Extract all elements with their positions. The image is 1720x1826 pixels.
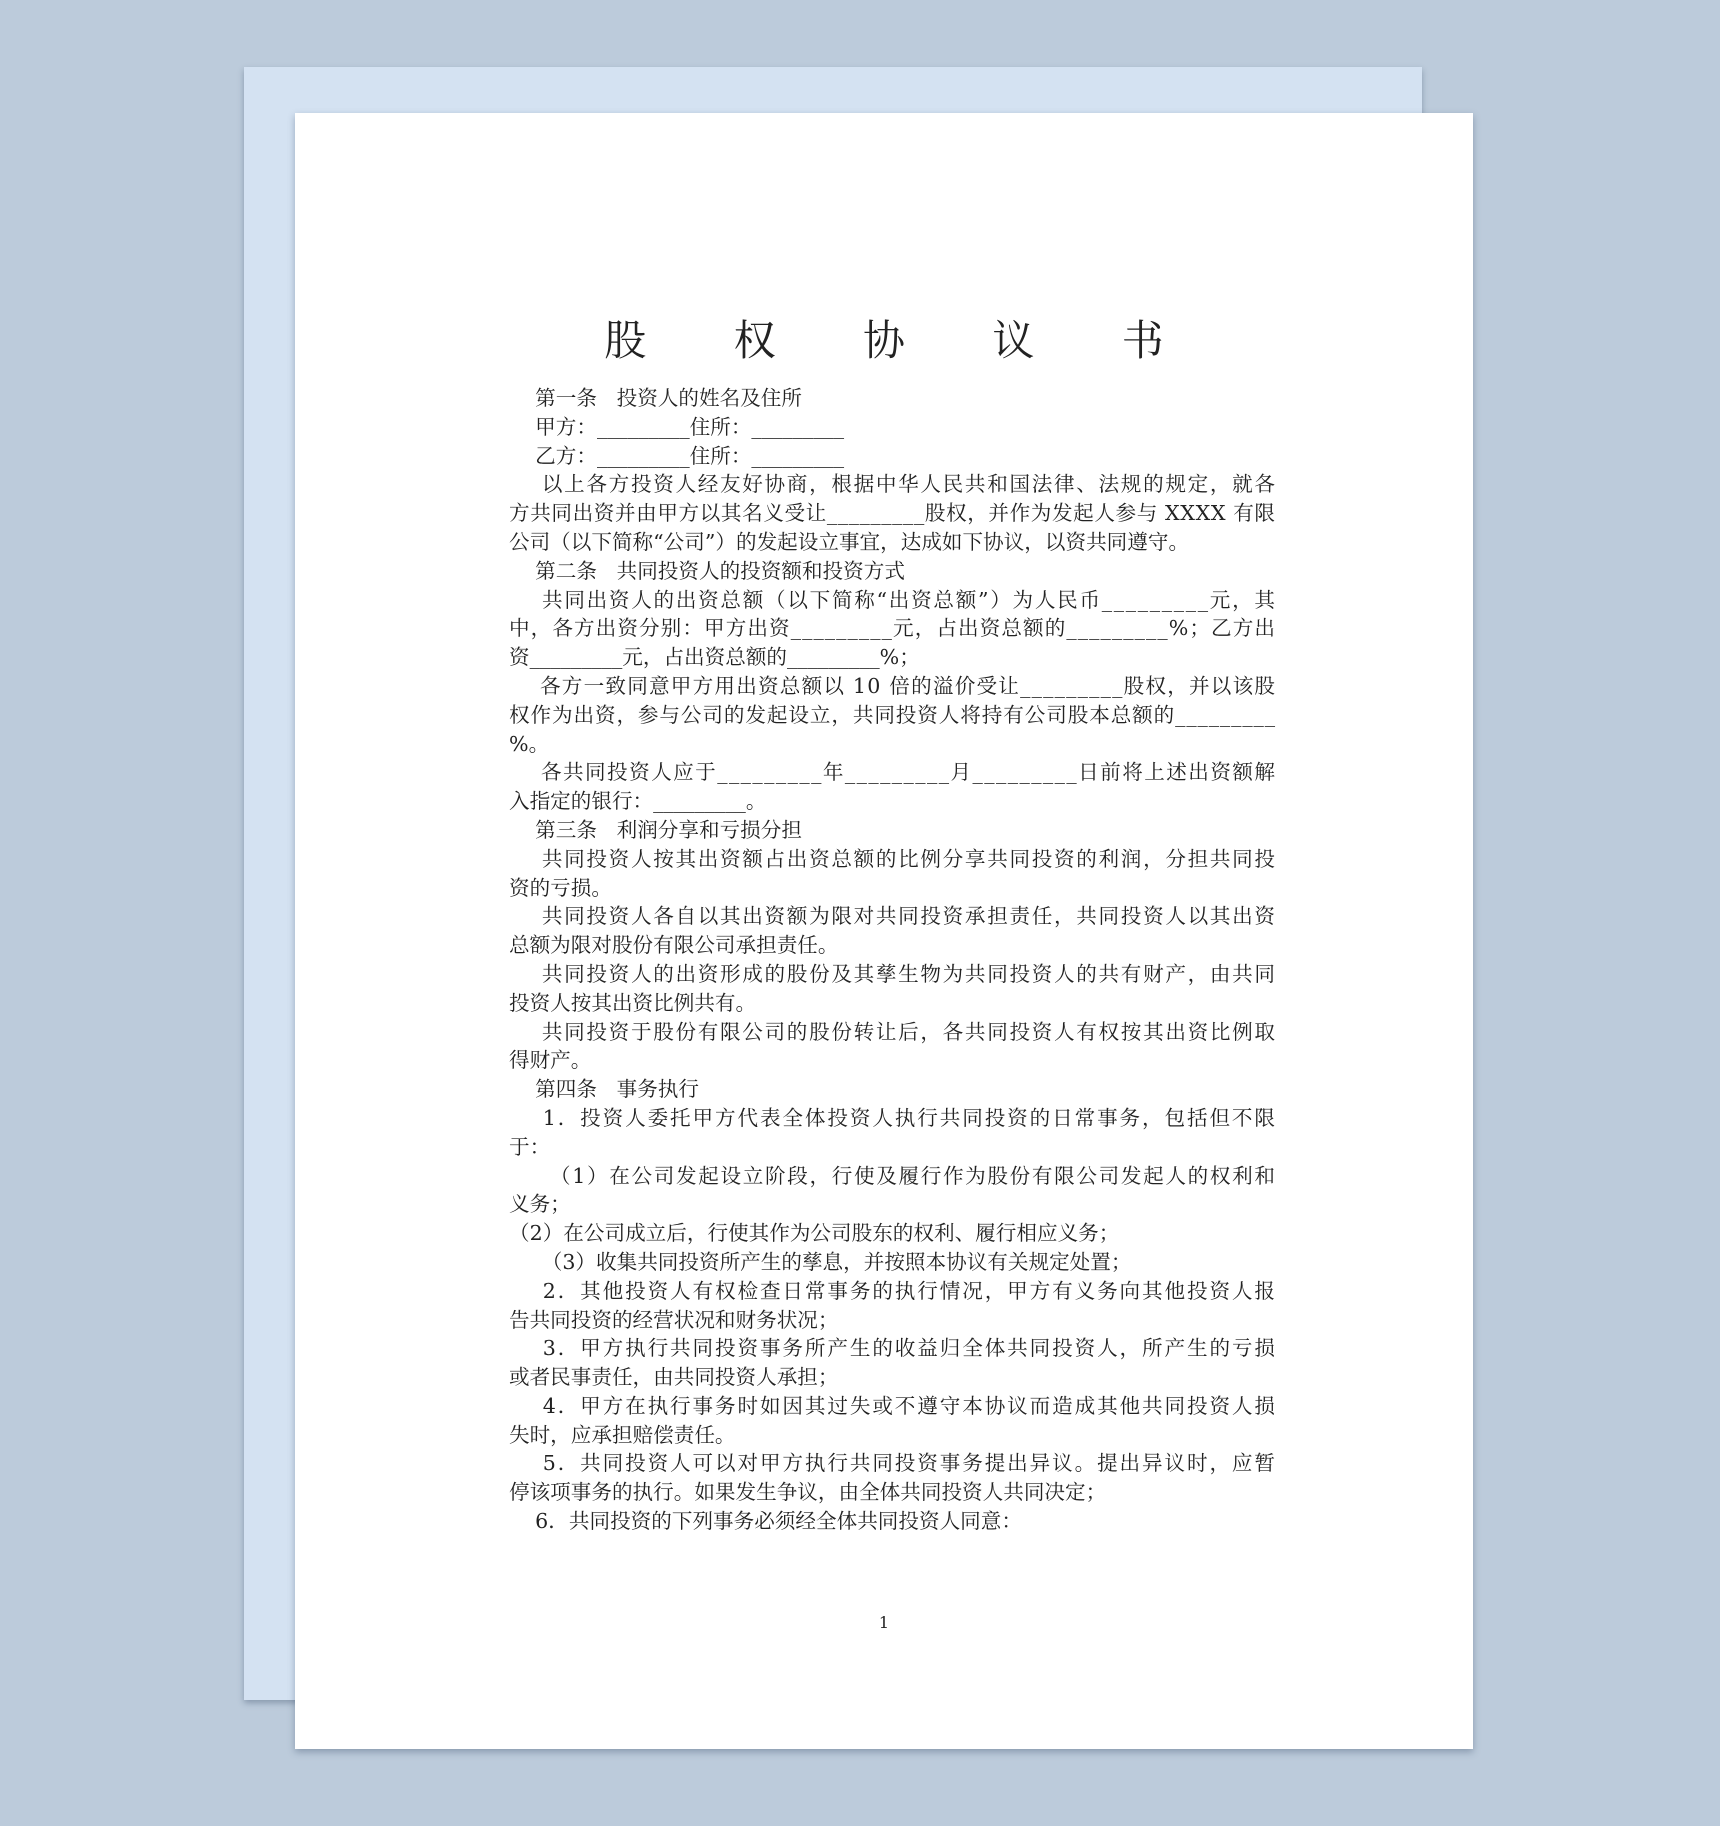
text-line-content: （1）在公司发起设立阶段，行使及履行作为股份有限公司发起人的权利和	[509, 1163, 1277, 1188]
text-line	[509, 816, 1275, 845]
text-line-content: 共同投资人各自以其出资额为限对共同投资承担责任，共同投资人以其出资	[509, 904, 1277, 929]
text-line-content: （3）收集共同投资所产生的孳息，并按照本协议有关规定处置；	[509, 1249, 1132, 1274]
text-line	[509, 470, 1275, 499]
page-number: 1	[878, 1613, 890, 1632]
text-line-content: 共同投资人的出资形成的股份及其孳生物为共同投资人的共有财产，由共同	[509, 961, 1277, 986]
text-line-content: （2）在公司成立后，行使其作为公司股东的权利、履行相应义务；	[509, 1221, 1120, 1246]
text-line-content: 失时，应承担赔偿责任。	[509, 1422, 736, 1447]
text-line	[509, 1190, 1275, 1219]
text-line	[509, 902, 1275, 931]
text-line-content: 各方一致同意甲方用出资总额以 10 倍的溢价受让_________股权，并以该股	[509, 673, 1277, 698]
text-line-content: 得财产。	[509, 1048, 592, 1073]
text-line-content: 各共同投资人应于_________年_________月_________日前将上述出资额解	[509, 760, 1277, 785]
text-line-content: 资的亏损。	[509, 875, 612, 900]
text-line	[509, 1306, 1275, 1335]
text-line-content: 1．投资人委托甲方代表全体投资人执行共同投资的日常事务，包括但不限	[509, 1105, 1277, 1130]
text-line-content: 中，各方出资分别：甲方出资_________元，占出资总额的_________%；乙方出	[509, 616, 1277, 641]
text-line-content: 共同投资人按其出资额占出资总额的比例分享共同投资的利润，分担共同投	[509, 846, 1277, 871]
text-line	[509, 1478, 1275, 1507]
text-line-content: 2．其他投资人有权检查日常事务的执行情况，甲方有义务向其他投资人报	[509, 1278, 1277, 1303]
text-line	[509, 787, 1275, 816]
text-line	[509, 1162, 1275, 1191]
text-line	[509, 1133, 1275, 1162]
text-line-content: 4．甲方在执行事务时如因其过失或不遵守本协议而造成其他共同投资人损	[509, 1393, 1277, 1418]
text-line-content: 资_________元，占出资总额的_________%；	[509, 645, 920, 670]
text-line-content: %。	[509, 731, 550, 756]
text-line	[509, 1449, 1275, 1478]
document-body	[509, 384, 1275, 1536]
text-line	[509, 1363, 1275, 1392]
text-line-content: 公司（以下简称“公司”）的发起设立事宜，达成如下协议，以资共同遵守。	[509, 529, 1190, 554]
text-line-content: 第三条 利润分享和亏损分担	[509, 817, 802, 842]
text-line	[509, 1392, 1275, 1421]
text-line	[509, 758, 1275, 787]
text-line	[509, 1018, 1275, 1047]
text-line	[509, 413, 1275, 442]
text-line	[509, 874, 1275, 903]
text-line	[509, 442, 1275, 471]
text-line	[509, 586, 1275, 615]
text-line	[509, 499, 1275, 528]
text-line	[509, 931, 1275, 960]
document-page	[295, 113, 1473, 1749]
text-line-content: 3．甲方执行共同投资事务所产生的收益归全体共同投资人，所产生的亏损	[509, 1336, 1277, 1361]
text-line	[509, 672, 1275, 701]
text-line	[509, 384, 1275, 413]
text-line	[509, 1075, 1275, 1104]
text-line	[509, 1507, 1275, 1536]
text-line-content: 告共同投资的经营状况和财务状况；	[509, 1307, 839, 1332]
text-line-content: 5．共同投资人可以对甲方执行共同投资事务提出异议。提出异议时，应暂	[509, 1451, 1277, 1476]
text-line	[509, 1334, 1275, 1363]
text-line-content: 停该项事务的执行。如果发生争议，由全体共同投资人共同决定；	[509, 1480, 1107, 1505]
text-line	[509, 528, 1275, 557]
text-line	[509, 845, 1275, 874]
text-line-content: 第二条 共同投资人的投资额和投资方式	[509, 558, 905, 583]
text-line-content: 共同投资于股份有限公司的股份转让后，各共同投资人有权按其出资比例取	[509, 1019, 1277, 1044]
text-line	[509, 1104, 1275, 1133]
text-line-content: 共同出资人的出资总额（以下简称“出资总额”）为人民币_________元，其	[509, 587, 1277, 612]
text-line-content: 6．共同投资的下列事务必须经全体共同投资人同意：	[509, 1509, 1022, 1534]
text-line-content: 入指定的银行：_________。	[509, 789, 767, 814]
text-line-content: 以上各方投资人经友好协商，根据中华人民共和国法律、法规的规定，就各	[509, 472, 1277, 497]
text-line-content: 总额为限对股份有限公司承担责任。	[509, 933, 839, 958]
text-line-content: 权作为出资，参与公司的发起设立，共同投资人将持有公司股本总额的_________	[509, 702, 1276, 727]
text-line-content: 甲方：_________住所：_________	[509, 414, 845, 439]
document-title: 股 权 协 议 书	[604, 316, 1201, 365]
text-line	[509, 1277, 1275, 1306]
text-line-content: 乙方：_________住所：_________	[509, 443, 845, 468]
text-line	[509, 701, 1275, 730]
text-line-content: 第四条 事务执行	[509, 1077, 699, 1102]
text-line	[509, 1046, 1275, 1075]
text-line	[509, 643, 1275, 672]
text-line	[509, 1219, 1275, 1248]
text-line	[509, 989, 1275, 1018]
text-line	[509, 960, 1275, 989]
text-line-content: 或者民事责任，由共同投资人承担；	[509, 1365, 839, 1390]
text-line-content: 投资人按其出资比例共有。	[509, 990, 757, 1015]
text-line	[509, 1248, 1275, 1277]
text-line	[509, 730, 1275, 759]
text-line	[509, 557, 1275, 586]
text-line-content: 义务；	[509, 1192, 571, 1217]
text-line-content: 于：	[509, 1134, 551, 1159]
text-line-content: 方共同出资并由甲方以其名义受让_________股权，并作为发起人参与 XXXX 有限	[509, 501, 1276, 526]
text-line	[509, 1421, 1275, 1450]
text-line	[509, 614, 1275, 643]
text-line-content: 第一条 投资人的姓名及住所	[509, 386, 802, 410]
